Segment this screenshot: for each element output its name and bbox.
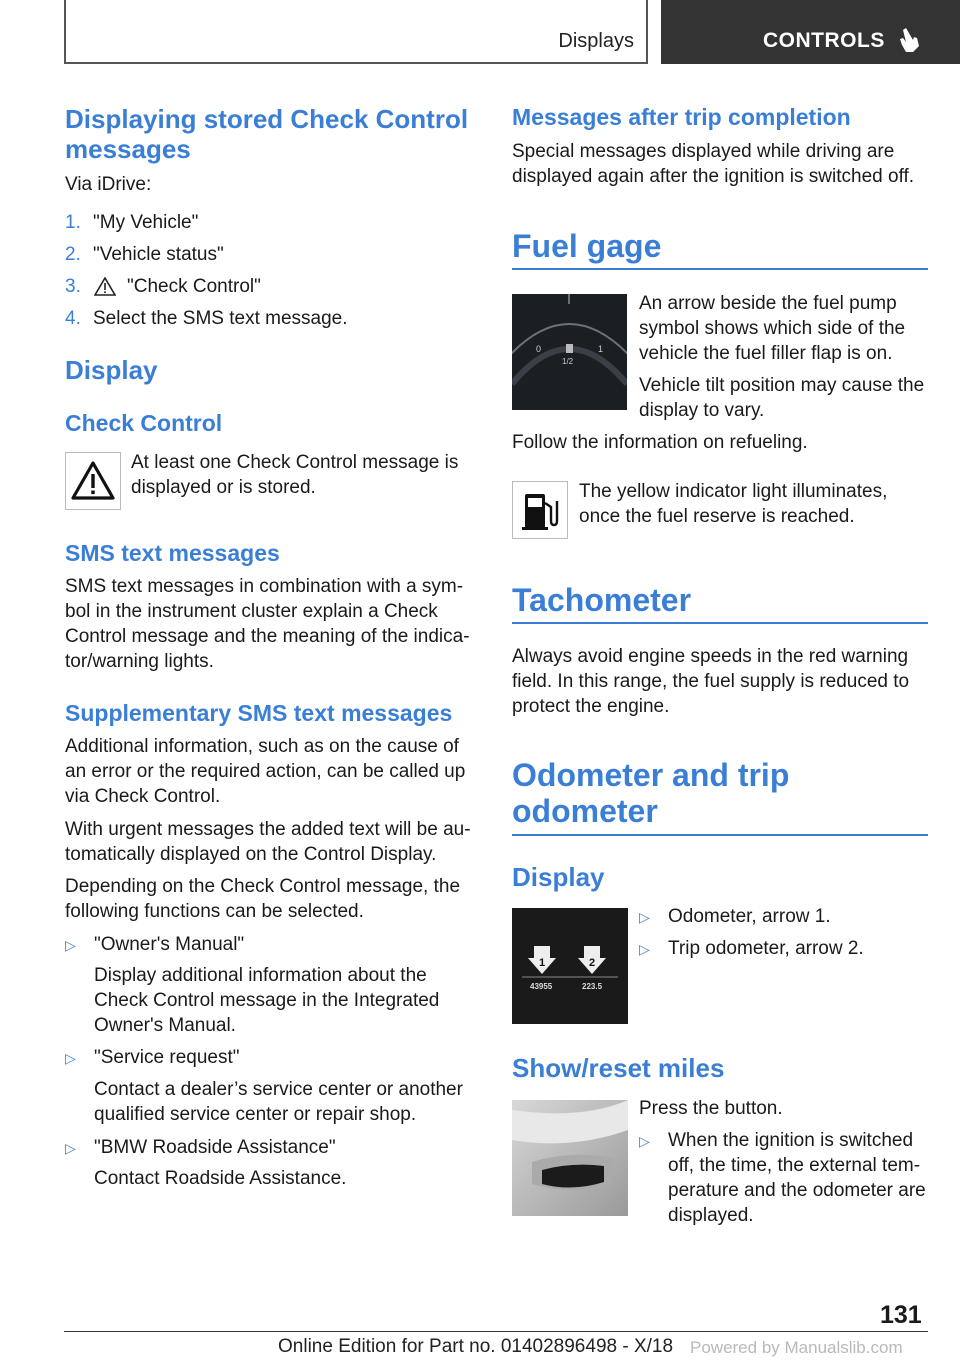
svg-text:1: 1 <box>539 957 546 969</box>
tilt-paragraph: Vehicle tilt position may cause the display to vary. <box>639 375 925 421</box>
heading-show-reset: Show/reset miles <box>512 1053 725 1083</box>
svg-text:223.5: 223.5 <box>582 982 603 991</box>
via-idrive-text: Via iDrive: <box>65 174 152 195</box>
heading-fuel-gage: Fuel gage <box>512 228 662 264</box>
fuel-arrow-paragraph: An arrow beside the fuel pump symbol shows which side of the vehicle the fuel filler flap is on. <box>639 293 906 364</box>
heading-supplementary: Supplementary SMS text messages <box>65 700 453 726</box>
follow-refueling-text: Follow the information on refueling. <box>512 432 808 453</box>
header-section-title: Displays <box>558 30 634 52</box>
triangle-bullet-icon: ▷ <box>639 1133 650 1149</box>
triangle-bullet-icon: ▷ <box>65 1050 76 1066</box>
page-number: 131 <box>880 1301 922 1329</box>
triangle-bullet-icon: ▷ <box>639 909 650 925</box>
triangle-bullet-icon: ▷ <box>65 937 76 953</box>
sms-paragraph: SMS text messages in combination with a sym- bol in the instrument cluster explain a Check Control message and the meaning of the indica- tor/warning lights. <box>65 576 470 672</box>
heading-after-trip: Messages after trip completion <box>512 104 851 130</box>
bullet-description: off, the time, the external tem- perature and the odometer are displayed. <box>668 1155 926 1226</box>
footer-edition: Online Edition for Part no. 01402896498 - X/18 <box>278 1336 674 1357</box>
depending-paragraph: Depending on the Check Control message, the following functions can be selected. <box>65 876 461 922</box>
heading-stored-check-control: Displaying stored Check Control messages <box>65 104 469 164</box>
bullet-description: Contact Roadside Assistance. <box>94 1168 347 1189</box>
svg-text:2: 2 <box>589 957 596 969</box>
triangle-bullet-icon: ▷ <box>65 1140 76 1156</box>
pointing-hand-icon <box>897 26 921 54</box>
heading-rule <box>512 622 928 624</box>
tachometer-paragraph: Always avoid engine speeds in the red warning field. In this range, the fuel supply is reduced to protect the engine. <box>512 646 910 717</box>
press-button-text: Press the button. <box>639 1098 783 1119</box>
supplementary-paragraph: Additional information, such as on the cause of an error or the required action, can be called up via Check Control. <box>65 736 466 807</box>
heading-odometer: Odometer and trip odometer <box>512 757 790 829</box>
heading-rule <box>512 834 928 836</box>
header-chapter-box <box>661 0 960 64</box>
heading-odometer-display: Display <box>512 862 605 892</box>
urgent-paragraph: With urgent messages the added text will be au- tomatically displayed on the Control Display. <box>65 819 471 865</box>
triangle-bullet-icon: ▷ <box>639 941 650 957</box>
heading-check-control: Check Control <box>65 410 223 436</box>
heading-tachometer: Tachometer <box>512 582 692 618</box>
header-section-box <box>64 0 648 64</box>
bullet-description: Contact a dealer’s service center or another qualified service center or repair shop. <box>94 1079 463 1125</box>
heading-sms: SMS text messages <box>65 540 280 566</box>
svg-text:1/2: 1/2 <box>562 357 574 366</box>
reset-button-image <box>512 1100 628 1216</box>
warning-triangle-icon <box>94 277 116 296</box>
footer-watermark: Powered by Manualslib.com <box>690 1338 903 1357</box>
after-trip-paragraph: Special messages displayed while driving are displayed again after the ignition is switched off. <box>512 141 915 187</box>
fuel-gauge-image <box>512 294 627 410</box>
heading-rule <box>512 268 928 270</box>
bullet-description: Display additional information about the Check Control message in the Integrated Owner's Manual. <box>94 965 440 1036</box>
footer-rule <box>64 1331 928 1332</box>
yellow-indicator-paragraph: The yellow indicator light illuminates, once the fuel reserve is reached. <box>579 481 888 527</box>
heading-display: Display <box>65 355 158 385</box>
header-chapter-title: CONTROLS <box>763 29 885 52</box>
svg-text:43955: 43955 <box>530 982 553 991</box>
svg-text:0: 0 <box>536 344 542 354</box>
fuel-pump-icon <box>512 481 568 539</box>
odometer-display-image <box>512 908 628 1024</box>
svg-text:1: 1 <box>598 344 604 354</box>
check-control-text: At least one Check Control message is displayed or is stored. <box>131 452 459 498</box>
check-control-warning-icon <box>65 452 121 510</box>
